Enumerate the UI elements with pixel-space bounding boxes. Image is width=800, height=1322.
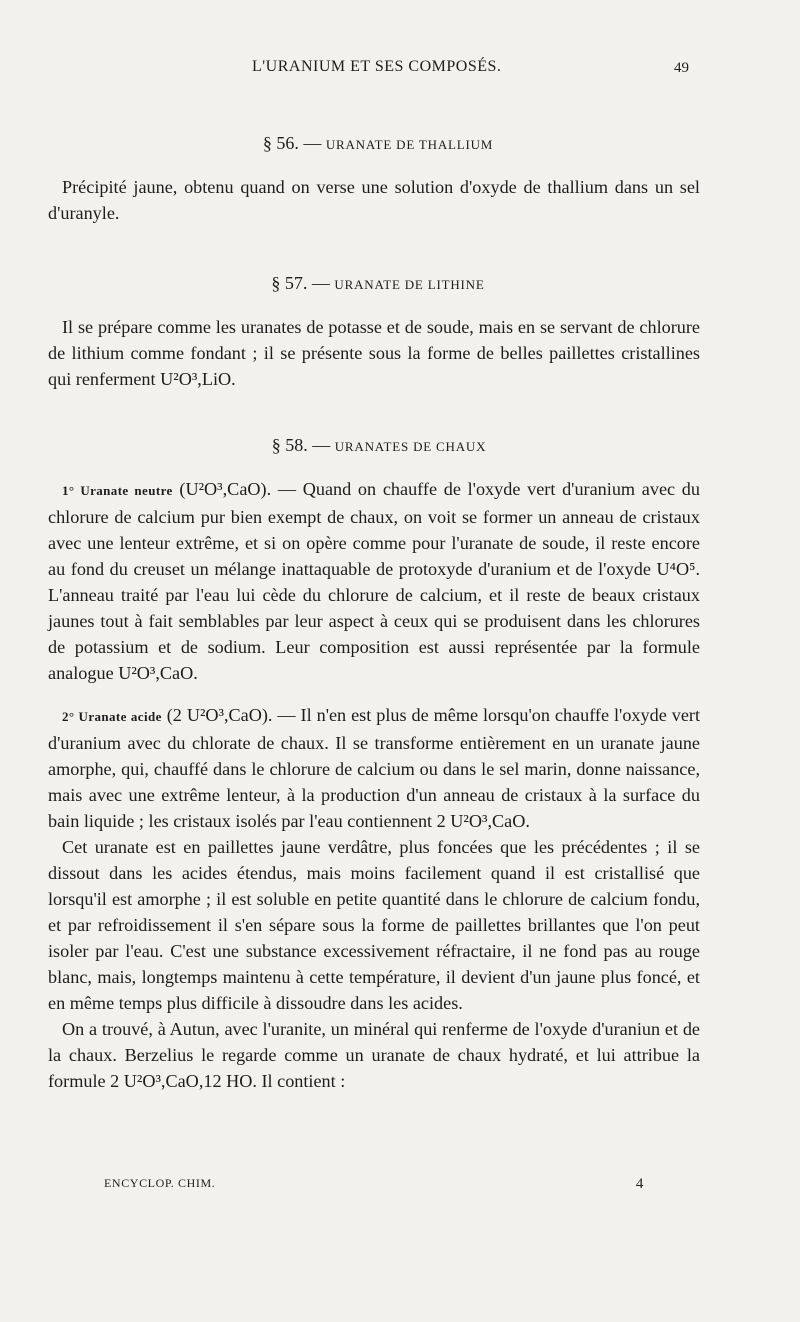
uranate-acide-paragraph	[48, 702, 700, 834]
section-dash: —	[312, 435, 331, 455]
section-dash: —	[303, 133, 322, 153]
section-number: § 58.	[271, 435, 308, 455]
paragraph: Il se prépare comme les uranates de potasse et de soude, mais en se servant de chlorure de lithium comme fondant ; il se présente sous la forme de belles paillettes cristallines qui renferment U²O³,LiO.	[48, 317, 700, 389]
paragraph: Précipité jaune, obtenu quand on verse une solution d'oxyde de thallium dans un sel d'uranyle.	[48, 177, 700, 223]
section-heading-57	[48, 270, 700, 298]
section-dash: —	[311, 273, 330, 293]
running-title: L'URANIUM ET SES COMPOSÉS.	[252, 58, 502, 75]
item-text: (U²O³,CaO). — Quand on chauffe de l'oxyde vert d'uranium avec du chlorure de calcium pur bien exempt de chaux, on voit se former un anneau de cristaux avec une lenteur extrême, et si on opère comme pour l'uranate de soude, il reste encore au fond du creuset un mélange inattaquable de protoxyde d'uranium et de l'oxyde U⁴O⁵. L'anneau traité par l'eau lui cède du chlorure de calcium, et il reste de beaux cristaux jaunes tout à fait semblables par leur aspect à ceux qui se produisent dans les chlorures de potassium et de sodium. Leur composition est aussi représentée par la formule analogue U²O³,CaO.	[48, 479, 700, 683]
section-number: § 56.	[262, 133, 299, 153]
section-heading-56	[48, 130, 700, 158]
section-number: § 57.	[271, 273, 308, 293]
page-number: 49	[674, 60, 689, 76]
uranate-neutre-paragraph	[48, 476, 700, 686]
section-title: URANATES DE CHAUX	[334, 439, 487, 454]
section-title: URANATE DE THALLIUM	[325, 137, 494, 152]
footer-sheet-number: 4	[635, 1176, 644, 1192]
paragraph: On a trouvé, à Autun, avec l'uranite, un minéral qui renferme de l'oxyde d'uraniun et de la chaux. Berzelius le regarde comme un uranate de chaux hydraté, et lui attribue la formule 2 U²O³,CaO,12 HO. Il contient :	[48, 1019, 700, 1091]
item-label: 1° Uranate neutre	[62, 483, 173, 498]
section-heading-58	[48, 432, 700, 460]
footer-signature: ENCYCLOP. CHIM.	[104, 1176, 216, 1190]
item-text: (2 U²O³,CaO). — Il n'en est plus de même lorsqu'on chauffe l'oxyde vert d'uranium avec du chlorate de chaux. Il se transforme entièrement en un uranate jaune amorphe, qui, chauffé dans le chlorure de calcium ou dans le sel marin, donne naissance, mais avec une extrême lenteur, à la production d'un anneau de cristaux à la surface du bain liquide ; les cristaux isolés par l'eau contiennent 2 U²O³,CaO.	[48, 705, 701, 831]
section-title: URANATE DE LITHINE	[334, 277, 485, 292]
item-label: 2° Uranate acide	[62, 709, 162, 724]
page-content	[48, 130, 700, 1094]
paragraph: Cet uranate est en paillettes jaune verdâtre, plus foncées que les précédentes ; il se dissout dans les acides étendus, mais moins facilement quand il est cristallisé que lorsqu'il est amorphe ; il est soluble en petite quantité dans le chlorure de calcium fondu, et par refroidissement il s'en sépare sous la forme de paillettes brillantes que l'on peut isoler par l'eau. C'est une substance excessivement réfractaire, il ne fond pas au rouge blanc, mais, longtemps maintenu à cette température, il devient d'un jaune plus foncé, et en même temps plus difficile à dissoudre dans les acides.	[48, 837, 700, 1013]
